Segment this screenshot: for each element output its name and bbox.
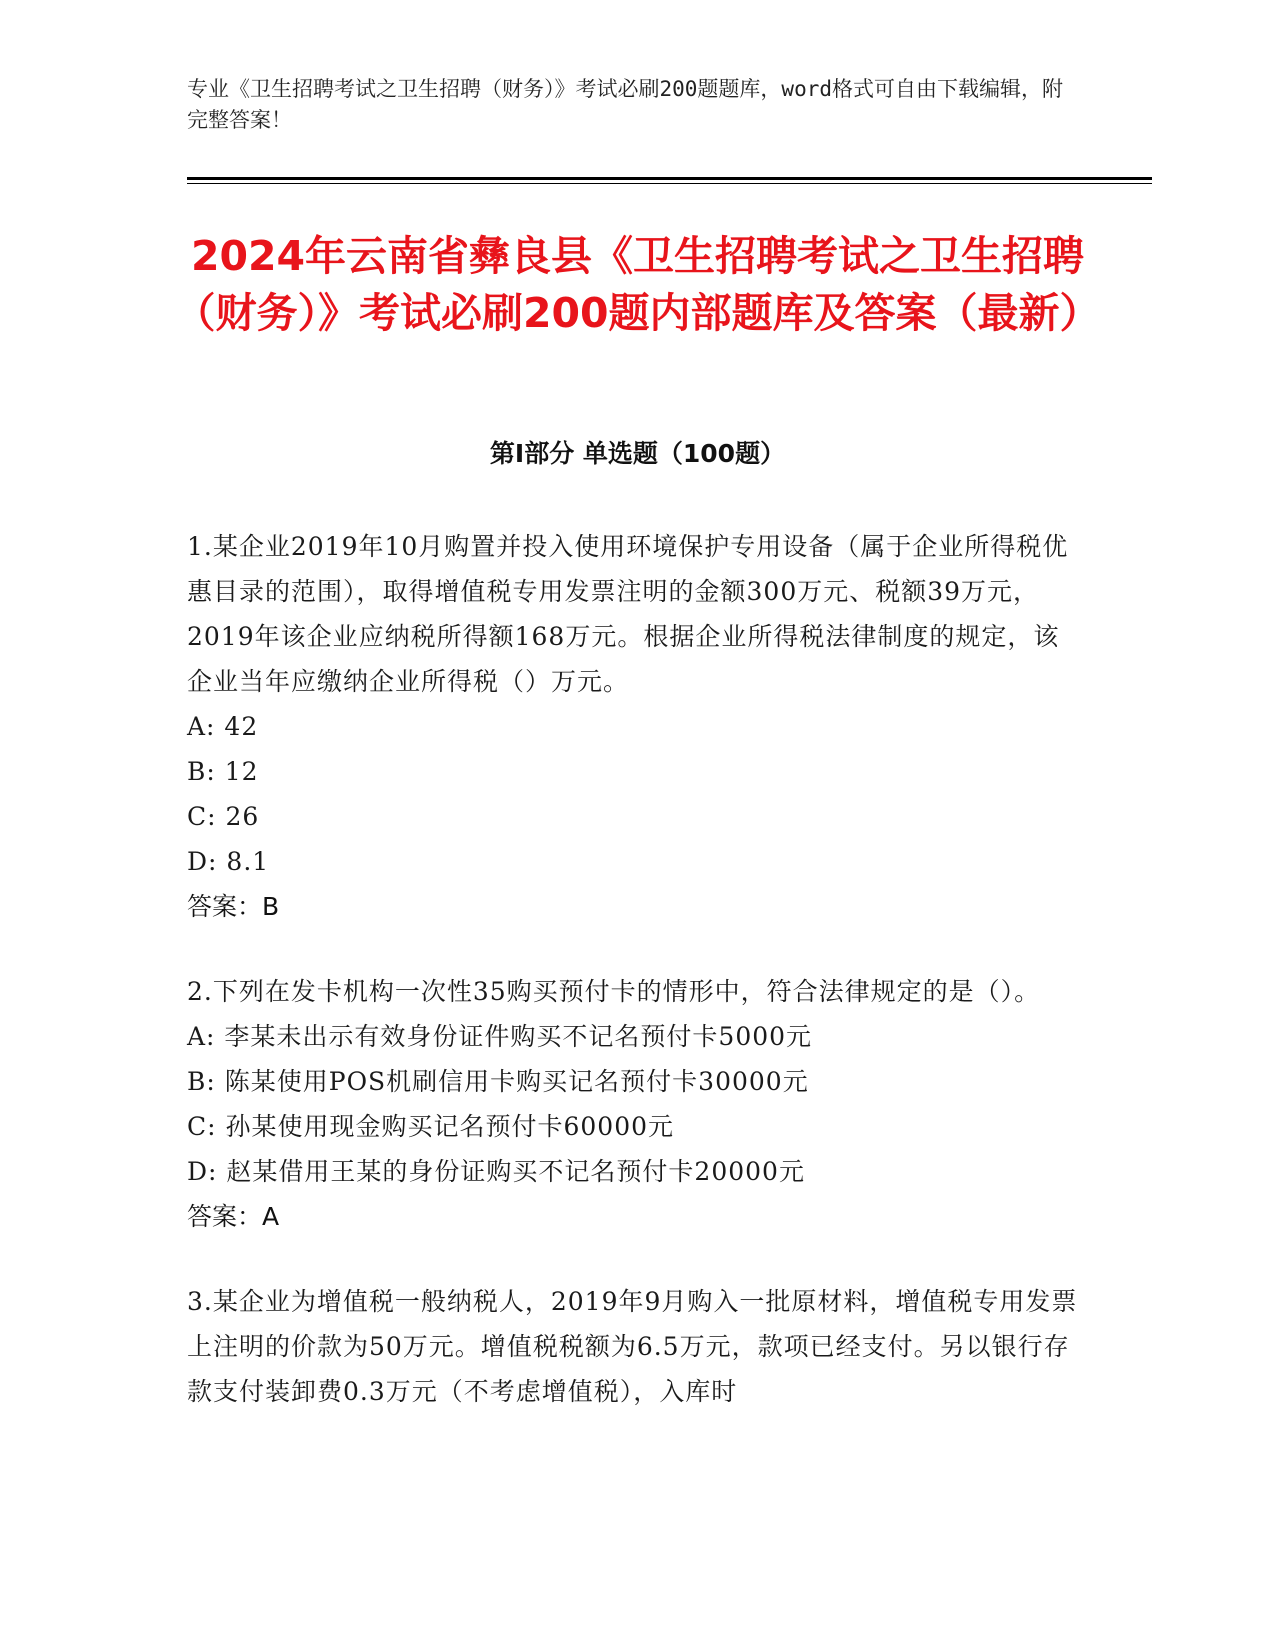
header-rule-thick [187, 177, 1152, 180]
answer: 答案：A [187, 1202, 280, 1231]
header-rule-thin [187, 183, 1152, 184]
option-c: C: 孙某使用现金购买记名预付卡60000元 [187, 1112, 675, 1141]
question-text: 1.某企业2019年10月购置并投入使用环境保护专用设备（属于企业所得税优惠目录的范围），取得增值税专用发票注明的金额300万元、税额39万元，2019年该企业应纳税所得额168万元。根据企业所得税法律制度的规定，该企业当年应缴纳企业所得税（）万元。 [187, 532, 1069, 696]
question-1 [187, 524, 1082, 929]
option-d: D: 赵某借用王某的身份证购买不记名预付卡20000元 [187, 1157, 805, 1186]
option-c: C: 26 [187, 802, 260, 831]
option-d: D: 8.1 [187, 847, 270, 876]
question-text: 3.某企业为增值税一般纳税人，2019年9月购入一批原材料，增值税专用发票上注明的价款为50万元。增值税税额为6.5万元，款项已经支付。另以银行存款支付装卸费0.3万元（不考虑增值税），入库时 [187, 1287, 1078, 1406]
question-3 [187, 1279, 1082, 1414]
option-b: B: 陈某使用POS机刷信用卡购买记名预付卡30000元 [187, 1067, 809, 1096]
option-a: A: 42 [187, 712, 259, 741]
question-2 [187, 969, 1082, 1239]
answer: 答案：B [187, 892, 280, 921]
option-b: B: 12 [187, 757, 259, 786]
question-text: 2.下列在发卡机构一次性35购买预付卡的情形中，符合法律规定的是（）。 [187, 977, 1041, 1006]
question-list [187, 524, 1082, 1454]
header-note: 专业《卫生招聘考试之卫生招聘（财务）》考试必刷200题题库，word格式可自由下载编辑，附完整答案！ [187, 77, 1063, 132]
option-a: A: 李某未出示有效身份证件购买不记名预付卡5000元 [187, 1022, 813, 1051]
document-title: 2024年云南省彝良县《卫生招聘考试之卫生招聘（财务）》考试必刷200题内部题库及答案（最新） [174, 232, 1101, 337]
section-heading: 第Ⅰ部分 单选题（100题） [489, 439, 786, 468]
